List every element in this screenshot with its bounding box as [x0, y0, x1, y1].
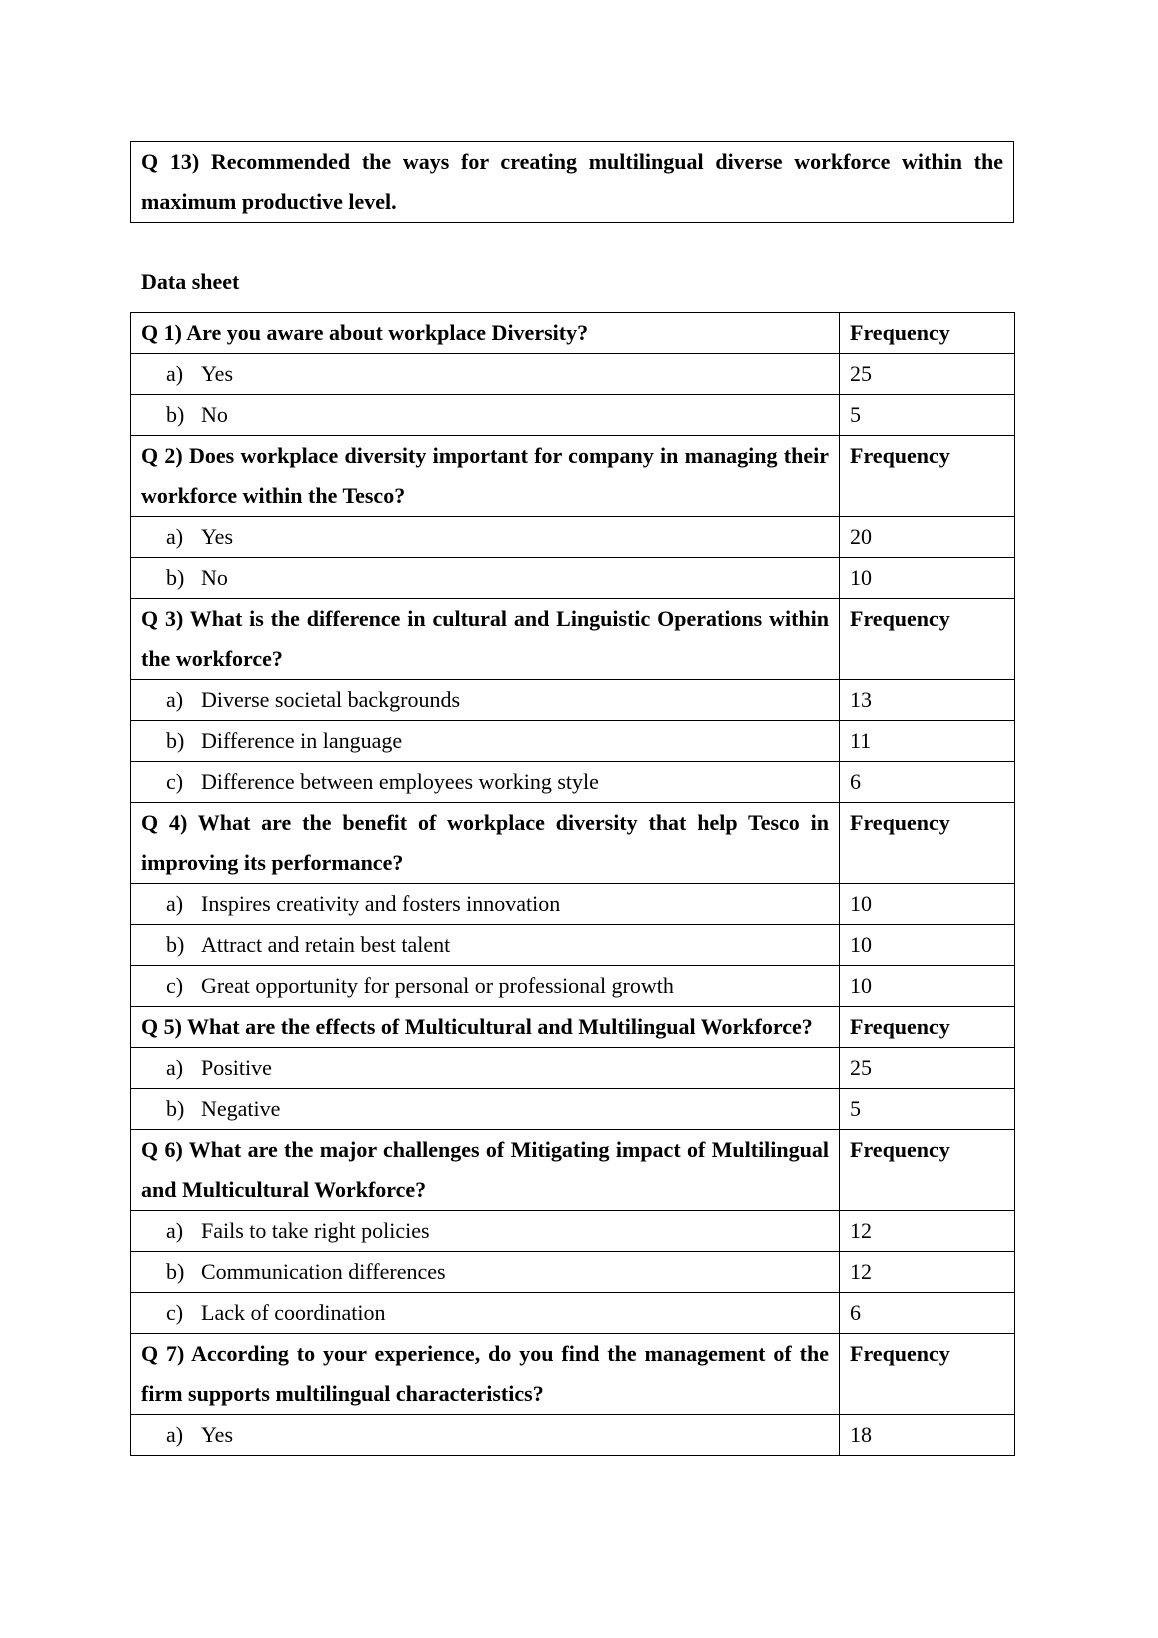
question-text: Q 3) What is the difference in cultural and Linguistic Operations within the workforce? [131, 599, 840, 680]
question-text: Q 7) According to your experience, do you find the management of the firm supports multilingual characteristics? [131, 1334, 840, 1415]
frequency-value: 10 [840, 925, 1015, 966]
option-label: Yes [201, 1422, 234, 1447]
option-label: No [201, 402, 228, 427]
option-label: Positive [201, 1055, 272, 1080]
data-sheet-heading: Data sheet [141, 269, 240, 294]
question-text: Q 6) What are the major challenges of Mitigating impact of Multilingual and Multicultural Workforce? [131, 1130, 840, 1211]
data-sheet-table [130, 312, 1015, 1456]
frequency-value: 10 [840, 966, 1015, 1007]
option-letter: b) [166, 402, 185, 427]
answer-row [131, 762, 1015, 803]
frequency-value: 11 [840, 721, 1015, 762]
option-label: Lack of coordination [201, 1300, 386, 1325]
question-text: Q 4) What are the benefit of workplace diversity that help Tesco in improving its performance? [131, 803, 840, 884]
answer-row [131, 680, 1015, 721]
option-label: No [201, 565, 228, 590]
option-label: Negative [201, 1096, 281, 1121]
option-letter: b) [166, 932, 185, 957]
option-letter: c) [166, 1300, 184, 1325]
question-13-box [130, 141, 1014, 223]
option-letter: b) [166, 728, 185, 753]
frequency-header: Frequency [840, 1007, 1015, 1048]
question-text: Q 1) Are you aware about workplace Diversity? [131, 313, 840, 354]
frequency-value: 12 [840, 1252, 1015, 1293]
question-row-q7 [131, 1334, 1015, 1415]
answer-row [131, 558, 1015, 599]
answer-row [131, 395, 1015, 436]
option-letter: b) [166, 1096, 185, 1121]
frequency-header: Frequency [840, 1334, 1015, 1415]
question-row-q6 [131, 1130, 1015, 1211]
frequency-header: Frequency [840, 436, 1015, 517]
option-label: Difference in language [201, 728, 403, 753]
answer-row [131, 884, 1015, 925]
frequency-value: 25 [840, 354, 1015, 395]
answer-row [131, 1211, 1015, 1252]
question-row-q1 [131, 313, 1015, 354]
option-label: Attract and retain best talent [201, 932, 451, 957]
option-label: Fails to take right policies [201, 1218, 430, 1243]
frequency-value: 6 [840, 762, 1015, 803]
option-letter: b) [166, 1259, 185, 1284]
option-letter: a) [166, 524, 184, 549]
answer-row [131, 354, 1015, 395]
frequency-value: 6 [840, 1293, 1015, 1334]
frequency-value: 18 [840, 1415, 1015, 1456]
answer-row [131, 1415, 1015, 1456]
option-letter: a) [166, 687, 184, 712]
question-13-text: Q 13) Recommended the ways for creating multilingual diverse workforce within the maximum productive level. [141, 149, 1003, 214]
option-label: Communication differences [201, 1259, 446, 1284]
frequency-header: Frequency [840, 1130, 1015, 1211]
option-label: Yes [201, 524, 234, 549]
option-label: Yes [201, 361, 234, 386]
option-letter: a) [166, 891, 184, 916]
question-text: Q 5) What are the effects of Multicultural and Multilingual Workforce? [131, 1007, 840, 1048]
frequency-value: 5 [840, 395, 1015, 436]
option-letter: a) [166, 361, 184, 386]
frequency-header: Frequency [840, 599, 1015, 680]
answer-row [131, 966, 1015, 1007]
frequency-header: Frequency [840, 803, 1015, 884]
question-row-q2 [131, 436, 1015, 517]
option-label: Great opportunity for personal or professional growth [201, 973, 674, 998]
option-label: Diverse societal backgrounds [201, 687, 461, 712]
option-letter: a) [166, 1218, 184, 1243]
question-row-q3 [131, 599, 1015, 680]
option-letter: b) [166, 565, 185, 590]
frequency-value: 20 [840, 517, 1015, 558]
frequency-value: 10 [840, 558, 1015, 599]
frequency-header: Frequency [840, 313, 1015, 354]
option-letter: c) [166, 973, 184, 998]
question-text: Q 2) Does workplace diversity important for company in managing their workforce within the Tesco? [131, 436, 840, 517]
frequency-value: 25 [840, 1048, 1015, 1089]
answer-row [131, 721, 1015, 762]
answer-row [131, 517, 1015, 558]
answer-row [131, 1293, 1015, 1334]
option-letter: a) [166, 1422, 184, 1447]
answer-row [131, 925, 1015, 966]
question-row-q4 [131, 803, 1015, 884]
option-label: Difference between employees working style [201, 769, 599, 794]
frequency-value: 10 [840, 884, 1015, 925]
option-letter: a) [166, 1055, 184, 1080]
frequency-value: 5 [840, 1089, 1015, 1130]
question-row-q5 [131, 1007, 1015, 1048]
frequency-value: 13 [840, 680, 1015, 721]
answer-row [131, 1252, 1015, 1293]
frequency-value: 12 [840, 1211, 1015, 1252]
answer-row [131, 1048, 1015, 1089]
answer-row [131, 1089, 1015, 1130]
option-letter: c) [166, 769, 184, 794]
option-label: Inspires creativity and fosters innovation [201, 891, 561, 916]
